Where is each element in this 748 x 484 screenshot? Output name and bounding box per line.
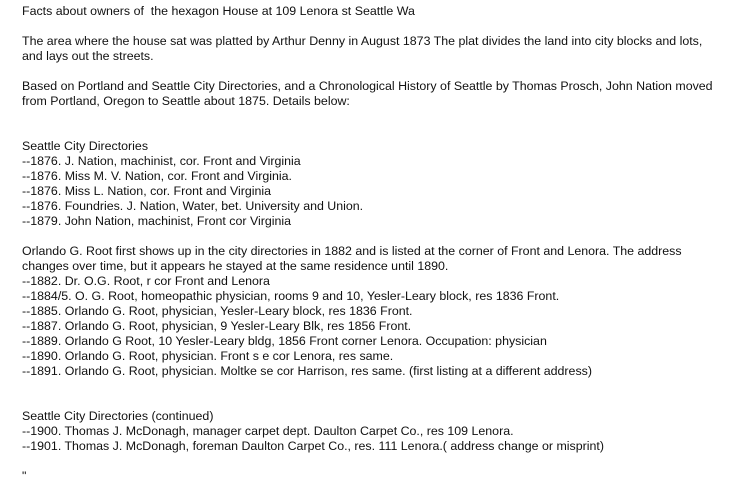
plat-paragraph: The area where the house sat was platted by Arthur Denny in August 1873 The plat divides the land into city blocks and lots, and lays out the streets.: [22, 34, 703, 63]
root-paragraph: Orlando G. Root first shows up in the city directories in 1882 and is listed at the corner of Front and Lenora. The address changes over time, but it appears he stayed at the same residence until 1890.: [22, 244, 682, 273]
sources-paragraph: Based on Portland and Seattle City Directories, and a Chronological History of Seattle by Thomas Prosch, John Nation moved from Portland, Oregon to Seattle about 1875. Details below:: [22, 79, 713, 108]
root-entry: --1887. Orlando G. Root, physician, 9 Yesler-Leary Blk, res 1856 Front.: [22, 319, 412, 333]
directory-entry: --1900. Thomas J. McDonagh, manager carpet dept. Daulton Carpet Co., res 109 Lenora.: [22, 424, 514, 438]
directory-entry: --1901. Thomas J. McDonagh, foreman Daulton Carpet Co., res. 111 Lenora.( address change or misprint): [22, 439, 604, 453]
root-entry: --1890. Orlando G. Root, physician. Front s e cor Lenora, res same.: [22, 349, 394, 363]
root-entry: --1882. Dr. O.G. Root, r cor Front and Lenora: [22, 274, 270, 288]
root-entry: --1889. Orlando G Root, 10 Yesler-Leary bldg, 1856 Front corner Lenora. Occupation: physician: [22, 334, 547, 348]
directory-entry: --1876. Miss M. V. Nation, cor. Front and Virginia.: [22, 169, 292, 183]
cutoff-text: ": [22, 469, 27, 483]
root-entry: --1891. Orlando G. Root, physician. Moltke se cor Harrison, res same. (first listing at a different address): [22, 364, 592, 378]
document-title: Facts about owners of the hexagon House at 109 Lenora st Seattle Wa: [22, 4, 415, 18]
root-entry: --1884/5. O. G. Root, homeopathic physician, rooms 9 and 10, Yesler-Leary block, res 1836 Front.: [22, 289, 560, 303]
directory-entry: --1879. John Nation, machinist, Front cor Virginia: [22, 214, 292, 228]
directory-entry: --1876. Miss L. Nation, cor. Front and Virginia: [22, 184, 272, 198]
document-body: [22, 4, 722, 484]
section-heading-directories-continued: Seattle City Directories (continued): [22, 409, 214, 423]
section-heading-directories: Seattle City Directories: [22, 139, 149, 153]
directory-entry: --1876. Foundries. J. Nation, Water, bet. University and Union.: [22, 199, 364, 213]
root-entry: --1885. Orlando G. Root, physician, Yesler-Leary block, res 1836 Front.: [22, 304, 413, 318]
directory-entry: --1876. J. Nation, machinist, cor. Front and Virginia: [22, 154, 301, 168]
